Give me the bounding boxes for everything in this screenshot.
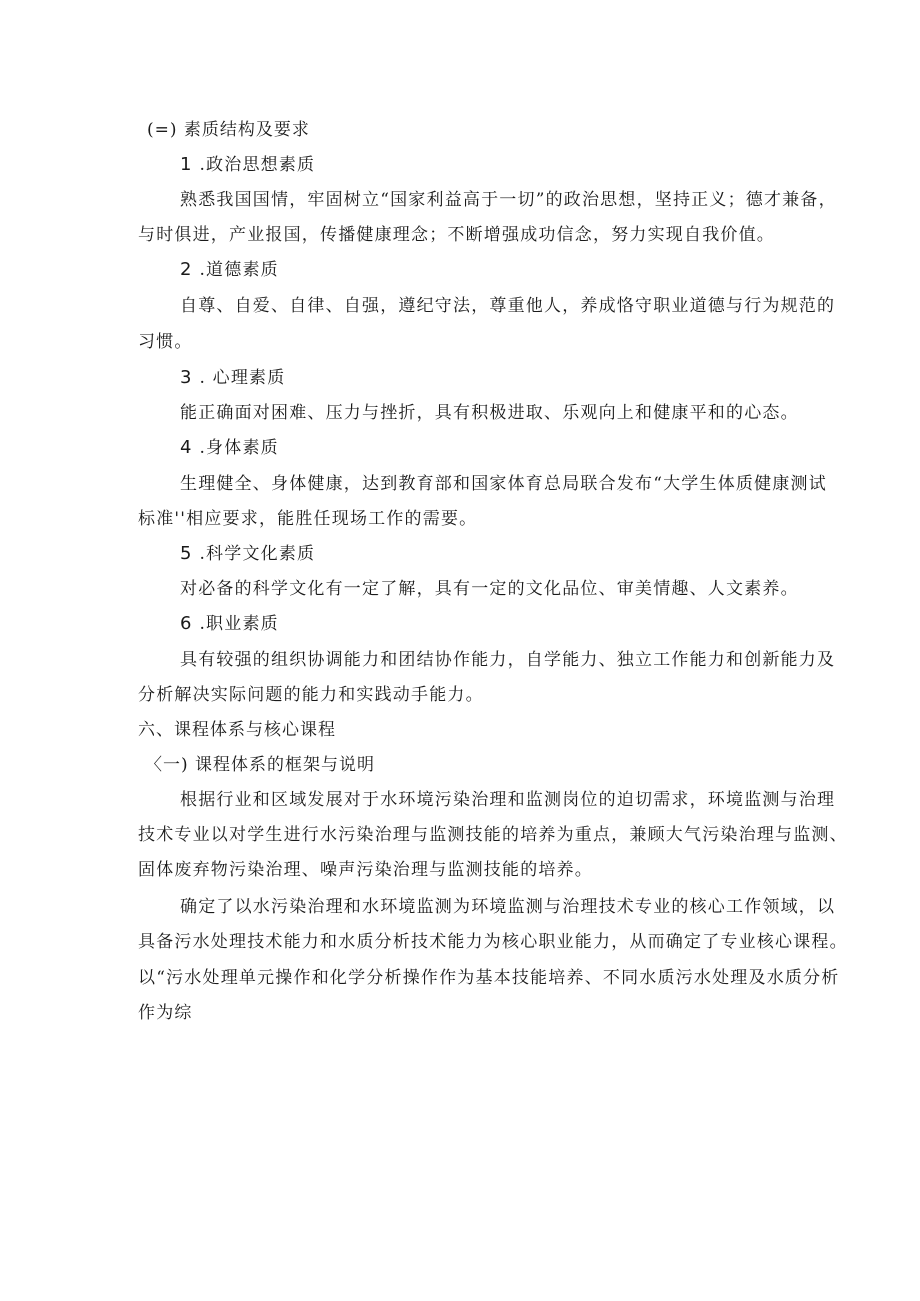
section-heading-quality: (=) 素质结构及要求 [147,120,310,140]
item-number: 2 [180,259,192,280]
paragraph-line: 习惯。 [138,332,193,352]
paragraph-line: 与时俱进，产业报国，传播健康理念；不断增强成功信念，努力实现自我价值。 [138,225,775,245]
paragraph-line: 自尊、自爱、自律、自强，遵纪守法，尊重他人，养成恪守职业道德与行为规范的 [180,296,836,316]
item-number: 1 [180,154,192,175]
paragraph-line: 确定了以水污染治理和水环境监测为环境监测与治理技术专业的核心工作领域，以 [180,897,836,917]
item-number: 5 [180,543,192,564]
item-heading-physical [180,436,279,460]
paragraph-line: 作为综 [138,1003,193,1023]
item-title: . 心理素质 [199,368,286,388]
paragraph-line: 具有较强的组织协调能力和团结协作能力，自学能力、独立工作能力和创新能力及 [180,650,836,670]
item-heading-science-culture [180,542,315,566]
paragraph-line: 标准''相应要求，能胜任现场工作的需要。 [138,509,478,529]
paragraph-line: 熟悉我国国情，牢固树立“国家利益高于一切”的政治思想，坚持正义；德才兼备， [180,190,837,210]
item-title: .科学文化素质 [199,544,316,564]
paragraph-line: 分析解决实际问题的能力和实践动手能力。 [138,685,484,705]
item-number: 3 [180,367,192,388]
paragraph-line: 技术专业以对学生进行水污染治理与监测技能的培养为重点，兼顾大气污染治理与监测、 [138,825,848,845]
item-title: .道德素质 [199,260,279,280]
section-heading-curriculum: 六、课程体系与核心课程 [138,720,336,740]
item-number: 4 [180,437,192,458]
paragraph-line: 具备污水处理技术能力和水质分析技术能力为核心职业能力，从而确定了专业核心课程。 [138,932,848,952]
paragraph-line: 固体废弃物污染治理、噪声污染治理与监测技能的培养。 [138,860,593,880]
item-title: .政治思想素质 [199,155,316,175]
paragraph-line: 生理健全、身体健康，达到教育部和国家体育总局联合发布“大学生体质健康测试 [180,474,827,494]
item-title: .职业素质 [199,614,279,634]
item-number: 6 [180,613,192,634]
paragraph-line: 以“污水处理单元操作和化学分析操作作为基本技能培养、不同水质污水处理及水质分析 [138,968,840,988]
subsection-heading-framework: 〈一) 课程体系的框架与说明 [145,755,376,775]
item-title: .身体素质 [199,438,279,458]
paragraph-line: 根据行业和区域发展对于水环境污染治理和监测岗位的迫切需求，环境监测与治理 [180,790,836,810]
item-heading-professional [180,612,279,636]
item-heading-moral [180,258,279,282]
paragraph-line: 能正确面对困难、压力与挫折，具有积极进取、乐观向上和健康平和的心态。 [180,403,799,423]
paragraph-line: 对必备的科学文化有一定了解，具有一定的文化品位、审美情趣、人文素养。 [180,579,799,599]
item-heading-political [180,153,315,177]
item-heading-psychological [180,366,285,390]
